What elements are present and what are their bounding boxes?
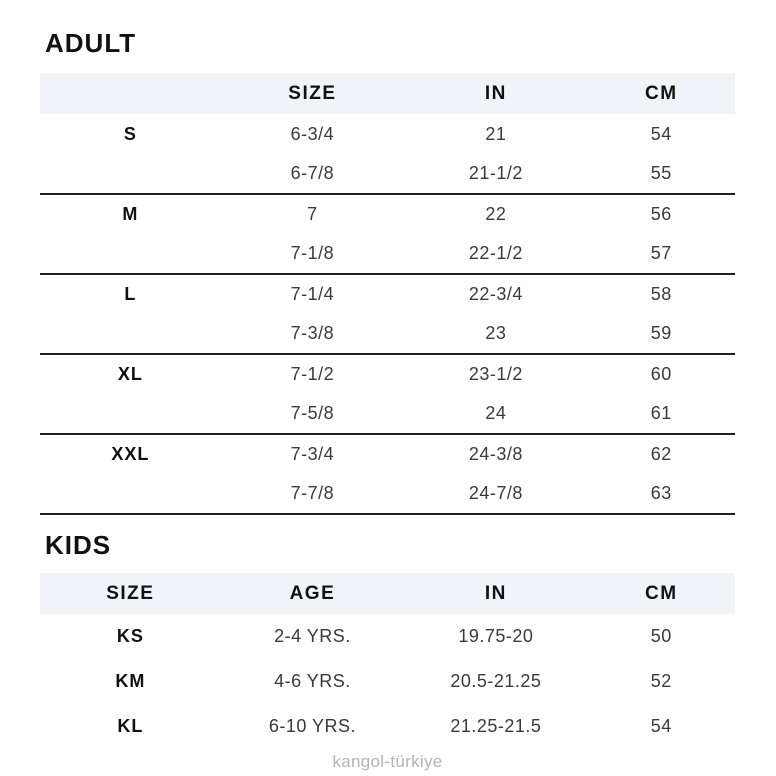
size-label-cell: XXL — [111, 444, 150, 464]
kids-section-title: KIDS — [45, 530, 112, 560]
value-cell: 21.25-21.5 — [450, 716, 542, 736]
kids-header-age: AGE — [221, 573, 404, 614]
value-cell: 63 — [588, 474, 735, 514]
value-cell: 19.75-20 — [458, 626, 534, 646]
size-label-cell — [40, 394, 221, 434]
adult-header-blank — [40, 73, 221, 114]
table-row — [40, 474, 735, 514]
size-label-cell: KL — [117, 716, 144, 736]
size-label-cell: M — [122, 204, 139, 224]
kids-table-header-row — [40, 573, 735, 614]
table-row — [40, 274, 735, 314]
value-cell: 22-1/2 — [404, 234, 587, 274]
value-cell: 7 — [307, 204, 318, 224]
value-cell: 2-4 YRS. — [274, 626, 351, 646]
value-cell: 7-1/8 — [221, 234, 404, 274]
value-cell: 7-5/8 — [221, 394, 404, 434]
value-cell: 24-7/8 — [404, 474, 587, 514]
kids-header-in: IN — [404, 573, 587, 614]
size-label-cell: KS — [116, 626, 144, 646]
value-cell: 59 — [588, 314, 735, 354]
adult-section-title: ADULT — [45, 28, 137, 58]
size-label-cell: KM — [115, 671, 146, 691]
size-label-cell — [40, 234, 221, 274]
table-row — [40, 434, 735, 474]
value-cell: 23-1/2 — [468, 364, 523, 384]
table-row — [40, 704, 735, 749]
table-row — [40, 194, 735, 234]
value-cell: 6-7/8 — [221, 154, 404, 194]
value-cell: 56 — [650, 204, 672, 224]
value-cell: 6-3/4 — [290, 123, 335, 144]
table-row — [40, 234, 735, 274]
value-cell: 24-3/8 — [468, 444, 523, 464]
value-cell: 7-7/8 — [221, 474, 404, 514]
value-cell: 60 — [650, 364, 672, 384]
kids-table-body — [40, 614, 735, 749]
adult-table-body — [40, 114, 735, 514]
value-cell: 22-3/4 — [468, 284, 523, 304]
table-row — [40, 354, 735, 394]
value-cell: 55 — [588, 154, 735, 194]
value-cell: 50 — [650, 626, 672, 646]
table-row — [40, 614, 735, 659]
table-row — [40, 114, 735, 154]
value-cell: 21-1/2 — [404, 154, 587, 194]
value-cell: 7-1/4 — [290, 284, 335, 304]
value-cell: 54 — [650, 123, 672, 144]
value-cell: 6-10 YRS. — [268, 716, 357, 736]
adult-header-cm: CM — [588, 73, 735, 114]
value-cell: 4-6 YRS. — [274, 671, 351, 691]
value-cell: 54 — [650, 716, 672, 736]
table-row — [40, 394, 735, 434]
table-row — [40, 314, 735, 354]
table-row — [40, 659, 735, 704]
value-cell: 7-1/2 — [290, 364, 335, 384]
size-label-cell — [40, 474, 221, 514]
adult-size-table — [40, 73, 735, 515]
adult-header-in: IN — [404, 73, 587, 114]
value-cell: 61 — [588, 394, 735, 434]
value-cell: 57 — [588, 234, 735, 274]
value-cell: 23 — [404, 314, 587, 354]
value-cell: 7-3/4 — [290, 444, 335, 464]
kids-header-size: SIZE — [40, 573, 221, 614]
value-cell: 24 — [404, 394, 587, 434]
size-label-cell: XL — [117, 364, 143, 384]
value-cell: 20.5-21.25 — [450, 671, 542, 691]
kids-header-cm: CM — [588, 573, 735, 614]
adult-header-size: SIZE — [221, 73, 404, 114]
value-cell: 62 — [650, 444, 672, 464]
adult-table-header-row — [40, 73, 735, 114]
size-label-cell: L — [124, 284, 137, 304]
size-label-cell — [40, 154, 221, 194]
size-label-cell: S — [123, 123, 137, 144]
site-watermark: kangol-türkiye — [332, 752, 443, 771]
value-cell: 52 — [650, 671, 672, 691]
kids-size-table — [40, 573, 735, 749]
value-cell: 21 — [485, 123, 507, 144]
value-cell: 7-3/8 — [221, 314, 404, 354]
value-cell: 58 — [650, 284, 672, 304]
table-row — [40, 154, 735, 194]
size-label-cell — [40, 314, 221, 354]
value-cell: 22 — [485, 204, 507, 224]
